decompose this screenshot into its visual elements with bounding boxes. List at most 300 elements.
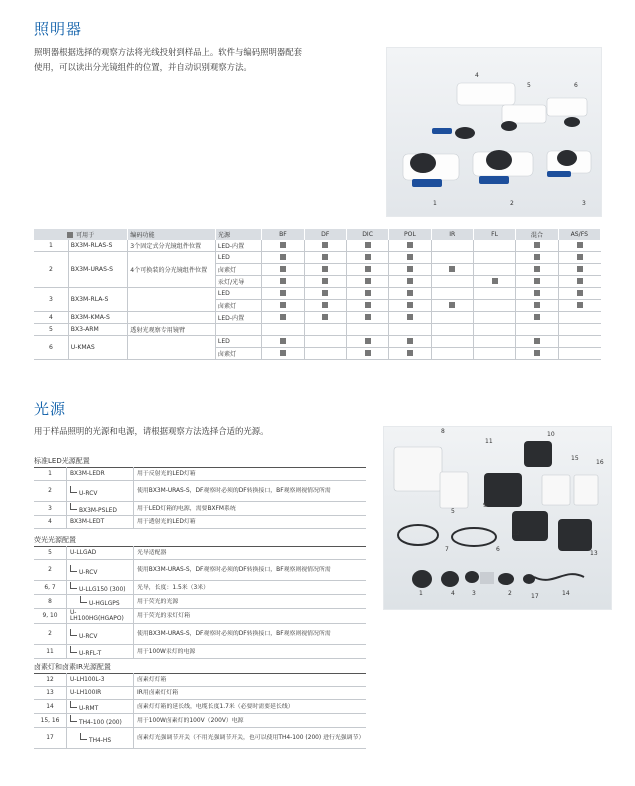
availability-cell: [473, 324, 515, 336]
item-model-text: TH4-100 (200): [79, 720, 122, 726]
config-row: [34, 674, 366, 687]
src-callout-10: 10: [547, 431, 555, 438]
item-description: 使用BX3M-URAS-S，DF观察时必须的DF转换接口，BF观察则视情况所需: [134, 481, 367, 502]
header-df: DF: [304, 229, 346, 240]
header-function: 编码功能: [128, 229, 216, 240]
item-model: [67, 468, 134, 481]
available-mark-icon: [449, 302, 455, 308]
item-number: 4: [34, 516, 67, 529]
item-number: 2: [34, 560, 67, 581]
encoding-function: [128, 336, 216, 360]
available-mark-icon: [577, 302, 583, 308]
availability-cell: [389, 312, 431, 324]
availability-cell: [262, 348, 304, 360]
row-number: 1: [34, 240, 68, 252]
illuminators-illustration: [387, 48, 601, 216]
availability-cell: [431, 276, 473, 288]
illumination-desc-line1: 照明器根据选择的观察方法将光线投射到样品上。软件与编码照明器配套: [34, 47, 302, 57]
item-model: [67, 674, 134, 687]
config-row: [34, 687, 366, 700]
available-mark-icon: [577, 242, 583, 248]
availability-cell: [346, 324, 388, 336]
available-mark-icon: [280, 242, 286, 248]
header-dic: DIC: [346, 229, 388, 240]
availability-cell: [558, 324, 600, 336]
item-model-text: U-LLGAD: [70, 550, 97, 556]
connector-line-icon: [70, 565, 77, 572]
encoding-function: [128, 288, 216, 312]
available-mark-icon: [280, 290, 286, 296]
connector-line-icon: [70, 503, 77, 510]
src-callout-9: 9: [483, 502, 487, 509]
availability-cell: [431, 324, 473, 336]
item-number: 17: [34, 728, 67, 749]
item-number: 2: [34, 481, 67, 502]
availability-cell: [473, 300, 515, 312]
src-callout-14: 14: [562, 590, 570, 597]
light-source-type: 汞灯/光导: [215, 276, 261, 288]
config-row: [34, 645, 366, 659]
availability-cell: [431, 288, 473, 300]
item-description: 光导，长度：1.5米（3米）: [134, 581, 367, 595]
available-mark-icon: [322, 302, 328, 308]
availability-cell: [346, 240, 388, 252]
availability-cell: [473, 240, 515, 252]
availability-cell: [389, 336, 431, 348]
availability-cell: [516, 264, 558, 276]
item-description: 使用BX3M-URAS-S，DF观察时必须的DF转换接口，BF观察则视情况所需: [134, 624, 367, 645]
config-row: [34, 624, 366, 645]
availability-cell: [558, 300, 600, 312]
config-row: [34, 468, 366, 481]
availability-cell: [558, 276, 600, 288]
available-mark-icon: [365, 242, 371, 248]
available-mark-icon: [280, 278, 286, 284]
available-mark-icon: [492, 278, 498, 284]
item-number: 15, 16: [34, 714, 67, 728]
availability-cell: [304, 348, 346, 360]
item-number: 11: [34, 645, 67, 659]
item-description: 用于荧光的汞灯灯箱: [134, 609, 367, 624]
src-callout-12: 12: [512, 530, 520, 537]
item-description: 用于反射光的LED灯箱: [134, 468, 367, 481]
connector-line-icon: [70, 486, 77, 493]
item-model-text: BX3M-LEDT: [70, 519, 105, 525]
model-name: BX3M-URAS-S: [68, 252, 127, 288]
item-model: [67, 609, 134, 624]
item-description: 用于100W卤素灯的100V（200V）电源: [134, 714, 367, 728]
availability-cell: [558, 240, 600, 252]
src-callout-5: 5: [451, 508, 455, 515]
light-source-type: LED-内置: [215, 312, 261, 324]
availability-cell: [304, 336, 346, 348]
connector-line-icon: [70, 582, 77, 589]
availability-cell: [304, 276, 346, 288]
src-callout-6: 6: [496, 546, 500, 553]
encoding-row: [34, 288, 601, 300]
encoding-table: [34, 229, 601, 360]
available-mark-icon: [577, 278, 583, 284]
light-source-type: LED: [215, 288, 261, 300]
header-asfs: AS/FS: [558, 229, 600, 240]
src-callout-4: 4: [451, 590, 455, 597]
available-mark-icon: [365, 290, 371, 296]
availability-cell: [558, 264, 600, 276]
available-mark-icon: [365, 278, 371, 284]
availability-cell: [516, 300, 558, 312]
availability-cell: [516, 276, 558, 288]
availability-cell: [389, 252, 431, 264]
light-source-type: 卤素灯: [215, 348, 261, 360]
availability-cell: [558, 288, 600, 300]
config-row: [34, 502, 366, 516]
availability-cell: [431, 300, 473, 312]
light-source-type: 卤素灯: [215, 264, 261, 276]
availability-cell: [516, 348, 558, 360]
item-model-text: U-RCV: [79, 633, 98, 640]
item-model: [67, 547, 134, 560]
available-mark-icon: [407, 338, 413, 344]
availability-cell: [558, 312, 600, 324]
available-mark-icon: [365, 302, 371, 308]
config-row: [34, 547, 366, 560]
availability-cell: [516, 240, 558, 252]
available-mark-icon: [322, 254, 328, 260]
photo-callout-4: 4: [475, 72, 479, 79]
item-number: 12: [34, 674, 67, 687]
availability-cell: [473, 336, 515, 348]
item-number: 6, 7: [34, 581, 67, 595]
available-mark-icon: [280, 302, 286, 308]
item-description: 用于100W汞灯的电源: [134, 645, 367, 659]
item-number: 1: [34, 468, 67, 481]
availability-cell: [262, 288, 304, 300]
encoding-function: 3个固定式分光镜组件位置: [128, 240, 216, 252]
halogen-config-title: 卤素灯和卤素IR光源配置: [34, 663, 111, 671]
header-pol: POL: [389, 229, 431, 240]
availability-cell: [473, 252, 515, 264]
row-number: 2: [34, 252, 68, 288]
encoding-row: [34, 240, 601, 252]
availability-cell: [431, 336, 473, 348]
item-description: 使用BX3M-URAS-S，DF观察时必须的DF转换接口，BF观察则视情况所需: [134, 560, 367, 581]
item-model-text: TH4-HS: [89, 737, 112, 744]
availability-cell: [262, 336, 304, 348]
availability-cell: [389, 276, 431, 288]
availability-cell: [473, 264, 515, 276]
availability-cell: [431, 264, 473, 276]
available-mark-icon: [280, 338, 286, 344]
item-model-text: U-LH100IR: [70, 690, 102, 696]
src-callout-13: 13: [590, 550, 598, 557]
availability-cell: [473, 288, 515, 300]
available-mark-icon: [407, 254, 413, 260]
encoding-function: 透射光观察专用镜臂: [128, 324, 216, 336]
availability-cell: [389, 288, 431, 300]
item-model: [67, 714, 134, 728]
item-model: [67, 700, 134, 714]
src-callout-3: 3: [472, 590, 476, 597]
photo-callout-1: 1: [433, 200, 437, 207]
encoding-row: [34, 252, 601, 264]
connector-line-icon: [80, 596, 87, 603]
legend-cell: [34, 229, 128, 240]
available-mark-icon: [322, 278, 328, 284]
available-mark-icon: [534, 290, 540, 296]
item-description: 用于LED灯箱的电源，需要BXFM系统: [134, 502, 367, 516]
available-mark-icon: [365, 254, 371, 260]
availability-cell: [516, 288, 558, 300]
item-description: 卤素灯灯箱的延长线，电缆长度1.7米（必要时需要延长线）: [134, 700, 367, 714]
item-description: 用于荧光的光源: [134, 595, 367, 609]
item-model: [67, 595, 134, 609]
header-mix: 混合: [516, 229, 558, 240]
available-mark-icon: [280, 350, 286, 356]
src-callout-1: 1: [419, 590, 423, 597]
encoding-table-body: [34, 240, 601, 360]
item-model: [67, 728, 134, 749]
availability-cell: [304, 312, 346, 324]
available-mark-icon: [322, 266, 328, 272]
legend-label: 可用于: [75, 232, 95, 239]
availability-cell: [346, 252, 388, 264]
section-title-light-source: 光源: [34, 400, 67, 418]
config-row: [34, 714, 366, 728]
encoding-row: [34, 336, 601, 348]
light-source-type: LED-内置: [215, 240, 261, 252]
availability-cell: [304, 264, 346, 276]
item-number: 2: [34, 624, 67, 645]
availability-cell: [558, 348, 600, 360]
available-mark-icon: [365, 314, 371, 320]
availability-cell: [389, 300, 431, 312]
availability-cell: [431, 240, 473, 252]
config-row: [34, 481, 366, 502]
availability-cell: [389, 264, 431, 276]
model-name: BX3M-RLA-S: [68, 288, 127, 312]
src-callout-15: 15: [571, 455, 579, 462]
item-model: [67, 624, 134, 645]
available-mark-icon: [322, 242, 328, 248]
photo-callout-3: 3: [582, 200, 586, 207]
available-mark-icon: [534, 242, 540, 248]
available-mark-icon: [577, 290, 583, 296]
encoding-table-header: [34, 229, 601, 240]
config-row: [34, 700, 366, 714]
availability-cell: [389, 348, 431, 360]
row-number: 6: [34, 336, 68, 360]
src-callout-17: 17: [531, 593, 539, 600]
available-mark-icon: [365, 266, 371, 272]
available-mark-icon: [407, 314, 413, 320]
light-source-type: LED: [215, 336, 261, 348]
model-name: U-KMAS: [68, 336, 127, 360]
availability-cell: [346, 264, 388, 276]
photo-callout-2: 2: [510, 200, 514, 207]
availability-cell: [262, 324, 304, 336]
availability-cell: [262, 300, 304, 312]
item-number: 13: [34, 687, 67, 700]
connector-line-icon: [70, 646, 77, 653]
header-ir: IR: [431, 229, 473, 240]
connector-line-icon: [70, 715, 77, 722]
availability-cell: [516, 336, 558, 348]
item-number: 14: [34, 700, 67, 714]
availability-cell: [346, 288, 388, 300]
available-mark-icon: [280, 254, 286, 260]
illuminators-photo: [386, 47, 602, 217]
available-mark-icon: [407, 302, 413, 308]
photo-callout-6: 6: [574, 82, 578, 89]
available-mark-icon: [407, 278, 413, 284]
item-model-text: U-LH100L-3: [70, 677, 105, 683]
light-source-type: 卤素灯: [215, 300, 261, 312]
item-description: 光导适配器: [134, 547, 367, 560]
item-description: IR用卤素灯灯箱: [134, 687, 367, 700]
section-title-illuminators: 照明器: [34, 20, 83, 38]
availability-cell: [304, 288, 346, 300]
available-mark-icon: [577, 266, 583, 272]
available-mark-icon: [407, 350, 413, 356]
availability-cell: [304, 324, 346, 336]
item-model-text: BX3M-PSLED: [79, 508, 117, 514]
available-mark-icon: [407, 290, 413, 296]
config-row: [34, 728, 366, 749]
header-fl: FL: [473, 229, 515, 240]
availability-cell: [262, 240, 304, 252]
light-source-type: [215, 324, 261, 336]
availability-cell: [558, 252, 600, 264]
header-bf: BF: [262, 229, 304, 240]
halogen-config-table: [34, 673, 366, 749]
availability-cell: [262, 264, 304, 276]
availability-cell: [346, 348, 388, 360]
available-mark-icon: [322, 290, 328, 296]
item-model: [67, 560, 134, 581]
connector-line-icon: [80, 733, 87, 740]
available-mark-icon: [577, 254, 583, 260]
availability-cell: [262, 276, 304, 288]
available-mark-icon: [449, 266, 455, 272]
item-number: 5: [34, 547, 67, 560]
item-model: [67, 502, 134, 516]
model-name: BX3-ARM: [68, 324, 127, 336]
item-number: 3: [34, 502, 67, 516]
availability-cell: [346, 336, 388, 348]
availability-cell: [431, 312, 473, 324]
illumination-desc-line2: 使用，可以读出分光镜组件的位置，并自动识别观察方法。: [34, 62, 252, 72]
config-row: [34, 516, 366, 529]
src-callout-11: 11: [485, 438, 493, 445]
model-name: BX3M-RLAS-S: [68, 240, 127, 252]
config-row: [34, 595, 366, 609]
item-model-text: U-RCV: [79, 569, 98, 576]
availability-cell: [431, 252, 473, 264]
item-model: [67, 581, 134, 595]
available-mark-icon: [534, 254, 540, 260]
encoding-function: 4个可换装的分光镜组件位置: [128, 252, 216, 288]
available-mark-icon: [280, 314, 286, 320]
photo-callout-5: 5: [527, 82, 531, 89]
item-model-text: U-HGLGPS: [89, 601, 120, 607]
available-mark-icon: [407, 242, 413, 248]
light-source-description: 用于样品照明的光源和电源，请根据观察方法选择合适的光源。: [34, 426, 269, 436]
item-number: 9, 10: [34, 609, 67, 624]
availability-cell: [346, 276, 388, 288]
availability-cell: [389, 324, 431, 336]
item-model-text: U-RCV: [79, 490, 98, 497]
encoding-row: [34, 324, 601, 336]
item-number: 8: [34, 595, 67, 609]
encoding-function: [128, 312, 216, 324]
available-mark-icon: [534, 314, 540, 320]
src-callout-8: 8: [441, 428, 445, 435]
illumination-description: [34, 45, 379, 75]
availability-cell: [473, 348, 515, 360]
connector-line-icon: [70, 629, 77, 636]
availability-cell: [473, 312, 515, 324]
availability-cell: [389, 240, 431, 252]
availability-cell: [516, 324, 558, 336]
item-model-text: U-LH100HG(HGAPO): [70, 610, 124, 622]
item-model: [67, 481, 134, 502]
model-name: BX3M-KMA-S: [68, 312, 127, 324]
item-description: 卤素灯光强调节开关（不用光强调节开关，也可以使用TH4-100 (200) 进行光强调节）: [134, 728, 367, 749]
availability-cell: [262, 312, 304, 324]
available-mark-icon: [534, 338, 540, 344]
availability-cell: [304, 240, 346, 252]
availability-cell: [304, 252, 346, 264]
item-model: [67, 645, 134, 659]
available-mark-icon: [365, 350, 371, 356]
led-config-title: 标准LED光源配置: [34, 457, 90, 465]
item-model-text: U-LLG150 (300): [79, 587, 126, 593]
item-model-text: BX3M-LEDR: [70, 471, 105, 477]
fluor-config-title: 荧光光源配置: [34, 536, 76, 544]
row-number: 5: [34, 324, 68, 336]
item-model: [67, 687, 134, 700]
led-config-table: [34, 467, 366, 529]
item-model-text: U-RMT: [79, 706, 99, 712]
availability-cell: [262, 252, 304, 264]
available-mark-icon: [407, 266, 413, 272]
availability-cell: [473, 276, 515, 288]
availability-cell: [346, 300, 388, 312]
item-description: 卤素灯灯箱: [134, 674, 367, 687]
available-mark-icon: [365, 338, 371, 344]
src-callout-7: 7: [445, 546, 449, 553]
src-callout-16: 16: [596, 459, 604, 466]
light-sources-photo: [383, 426, 612, 610]
available-mark-icon: [534, 350, 540, 356]
available-mark-icon: [534, 302, 540, 308]
row-number: 4: [34, 312, 68, 324]
availability-cell: [431, 348, 473, 360]
available-mark-icon: [322, 314, 328, 320]
light-source-type: LED: [215, 252, 261, 264]
available-mark-icon: [534, 278, 540, 284]
availability-cell: [516, 312, 558, 324]
config-row: [34, 609, 366, 624]
item-model-text: U-RFL-T: [79, 651, 102, 657]
available-mark-icon: [534, 266, 540, 272]
fluor-config-table: [34, 546, 366, 659]
availability-cell: [516, 252, 558, 264]
connector-line-icon: [70, 701, 77, 708]
availability-cell: [304, 300, 346, 312]
availability-cell: [346, 312, 388, 324]
item-model: [67, 516, 134, 529]
